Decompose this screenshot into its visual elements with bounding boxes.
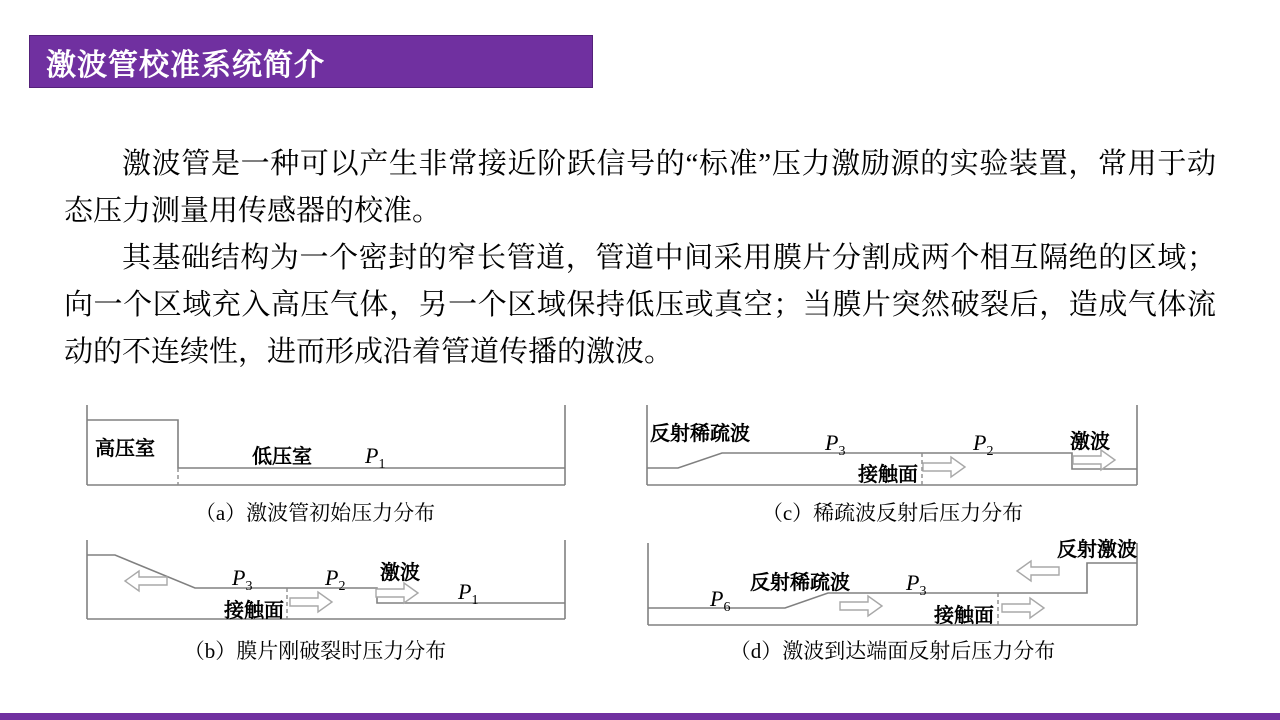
title-banner bbox=[29, 35, 593, 88]
p3-label: $P_3$ bbox=[232, 565, 253, 594]
diagram-a-caption: （a）激波管初始压力分布 bbox=[194, 501, 436, 525]
paragraph-1: 激波管是一种可以产生非常接近阶跃信号的“标准”压力激励源的实验装置，常用于动态压力测量用传感器的校准。 bbox=[64, 148, 1216, 227]
right-arrow-icon bbox=[840, 596, 882, 616]
contact-surface-label: 接触面 bbox=[224, 600, 284, 622]
p2-label: $P_2$ bbox=[973, 430, 994, 459]
paragraph-2: 其基础结构为一个密封的窄长管道，管道中间采用膜片分割成两个相互隔绝的区域；向一个区域充入高压气体，另一个区域保持低压或真空；当膜片突然破裂后，造成气体流动的不连续性，进而形成沿着管道传播的激波。 bbox=[64, 242, 1216, 368]
p1-label: $P_1$ bbox=[365, 443, 386, 472]
diagram-c-figure bbox=[640, 398, 1145, 493]
diagram-c-caption: （c）稀疏波反射后压力分布 bbox=[761, 501, 1024, 525]
shock-label: 激波 bbox=[1070, 431, 1110, 453]
p6-label: $P_6$ bbox=[710, 586, 731, 615]
p1-label: $P_1$ bbox=[458, 579, 479, 608]
right-arrow-icon bbox=[923, 457, 965, 477]
reflected-shock-label: 反射激波 bbox=[1057, 539, 1137, 561]
body-text bbox=[64, 141, 1216, 376]
low-chamber-label: 低压室 bbox=[252, 446, 312, 468]
reflected-rarefaction-label: 反射稀疏波 bbox=[650, 423, 750, 445]
right-arrow-icon bbox=[1002, 598, 1044, 618]
page-title: 激波管校准系统简介 bbox=[46, 48, 325, 82]
high-chamber-label: 高压室 bbox=[95, 438, 155, 460]
p3-label: $P_3$ bbox=[825, 430, 846, 459]
contact-surface-label: 接触面 bbox=[858, 464, 918, 486]
diagram-b-caption: （b）膜片刚破裂时压力分布 bbox=[183, 639, 447, 663]
right-arrow-icon bbox=[376, 583, 418, 603]
diagram-d-figure bbox=[640, 528, 1145, 633]
right-arrow-icon bbox=[290, 592, 332, 612]
diagram-b-figure bbox=[80, 535, 580, 625]
p3-label: $P_3$ bbox=[906, 570, 927, 599]
contact-surface-label: 接触面 bbox=[934, 605, 994, 627]
right-arrow-icon bbox=[1073, 450, 1115, 470]
left-arrow-icon bbox=[1017, 561, 1059, 581]
p2-label: $P_2$ bbox=[325, 565, 346, 594]
diagram-a-figure bbox=[80, 395, 580, 495]
bottom-accent-bar bbox=[0, 713, 1280, 720]
reflected-rarefaction-label: 反射稀疏波 bbox=[750, 572, 850, 594]
shock-label: 激波 bbox=[380, 562, 420, 584]
diagram-d-caption: （d）激波到达端面反射后压力分布 bbox=[729, 639, 1056, 663]
